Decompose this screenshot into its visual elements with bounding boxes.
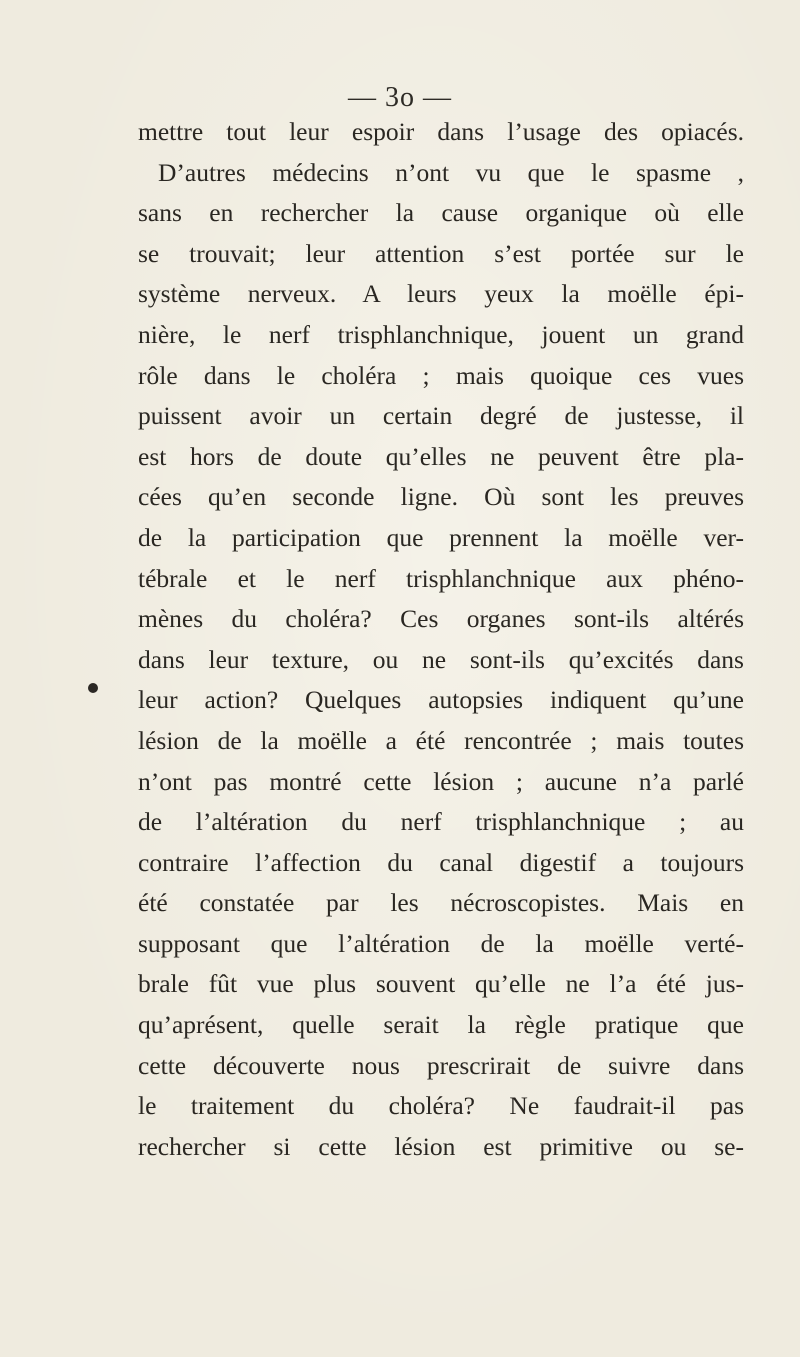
text-line: de la participation que prennent la moëlle ver-	[138, 522, 744, 552]
text-line: puissent avoir un certain degré de justesse, il	[138, 401, 744, 431]
text-line: brale fût vue plus souvent qu’elle ne l’a été jus-	[138, 969, 744, 999]
text-line: lésion de la moëlle a été rencontrée ; mais toutes	[138, 725, 744, 755]
text-line: rechercher si cette lésion est primitive ou se-	[138, 1131, 744, 1161]
text-line: système nerveux. A leurs yeux la moëlle épi-	[138, 279, 744, 309]
text-line: D’autres médecins n’ont vu que le spasme ,	[158, 157, 744, 187]
text-line: cette découverte nous prescrirait de suivre dans	[138, 1050, 744, 1080]
text-line: tébrale et le nerf trisphlanchnique aux phéno-	[138, 563, 744, 593]
body-text	[138, 112, 744, 1167]
text-line: se trouvait; leur attention s’est portée sur le	[138, 238, 744, 268]
text-line: nière, le nerf trisphlanchnique, jouent un grand	[138, 319, 744, 349]
text-line: de l’altération du nerf trisphlanchnique ; au	[138, 807, 744, 837]
text-line: été constatée par les nécroscopistes. Mais en	[138, 888, 744, 918]
text-line: est hors de doute qu’elles ne peuvent être pla-	[138, 441, 744, 471]
text-line: sans en rechercher la cause organique où elle	[138, 198, 744, 228]
text-line: rôle dans le choléra ; mais quoique ces vues	[138, 360, 744, 390]
text-line: mènes du choléra? Ces organes sont-ils altérés	[138, 604, 744, 634]
text-line: mettre tout leur espoir dans l’usage des opiacés.	[138, 117, 744, 146]
text-line: leur action? Quelques autopsies indiquent qu’une	[138, 685, 744, 715]
text-line: contraire l’affection du canal digestif a toujours	[138, 847, 744, 877]
text-line: le traitement du choléra? Ne faudrait-il pas	[138, 1091, 744, 1121]
margin-ink-spot	[88, 683, 98, 693]
text-line: n’ont pas montré cette lésion ; aucune n’a parlé	[138, 766, 744, 796]
text-line: dans leur texture, ou ne sont-ils qu’excités dans	[138, 644, 744, 674]
text-line: cées qu’en seconde ligne. Où sont les preuves	[138, 482, 744, 512]
page-number: — 3o —	[348, 82, 452, 113]
text-line: qu’aprésent, quelle serait la règle pratique que	[138, 1010, 744, 1040]
text-line: supposant que l’altération de la moëlle verté-	[138, 928, 744, 958]
